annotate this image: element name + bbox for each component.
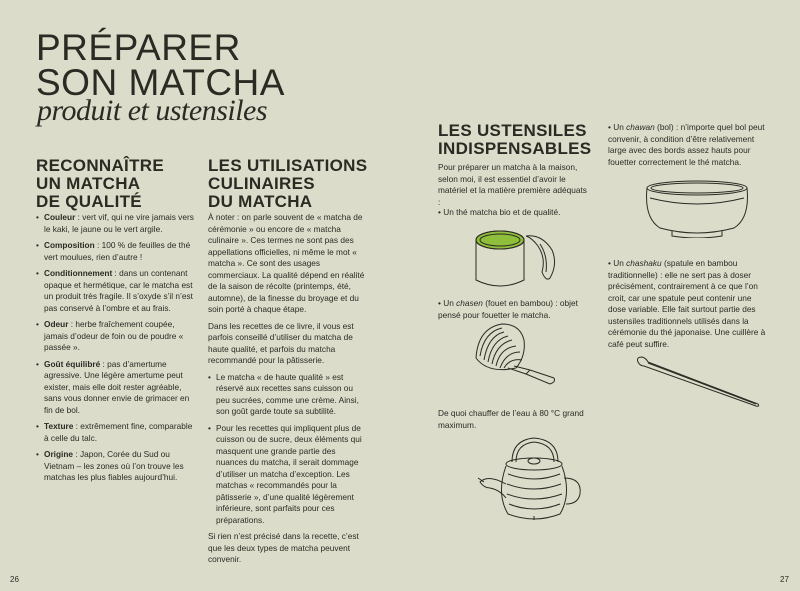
quality-list <box>36 212 196 489</box>
culinary-paragraph-1: À noter : on parle souvent de « matcha de cérémonie » ou encore de « matcha culinaire ». Ces termes ne sont pas des appellations officielles, ni même le mot « matcha ». Ce sont des usages commerciaux. La qualité dépend en réalité de la saison de récolte (printemps, été, automne), de la finesse du broyage et du soin porté à chaque étape. <box>208 212 365 314</box>
chawan-bowl-icon <box>642 178 752 238</box>
page-title <box>36 27 285 103</box>
culinary-paragraph-2: Dans les recettes de ce livre, il vous est parfois conseillé d’utiliser du matcha de haute qualité, et parfois du matcha recommandé pour la pâtisserie. <box>208 320 354 365</box>
title-line-2: SON MATCHA <box>36 62 285 103</box>
chashaku-spoon-icon <box>634 354 764 410</box>
page-number-right: 27 <box>780 575 789 584</box>
section-heading-quality: RECONNAÎTRE UN MATCHA DE QUALITÉ <box>36 156 164 211</box>
utensils-intro: Pour préparer un matcha à la maison, selon moi, il est essentiel d’avoir le matériel et la matière première adéquats : <box>438 162 587 207</box>
list-item: • Conditionnement : dans un contenant opaque et hermétique, car le matcha est un produit très fragile. Il s’oxyde s’il n’est pas conservé à l’ombre et au frais. <box>36 268 196 314</box>
section-heading-culinary: LES UTILISATIONS CULINAIRES DU MATCHA <box>208 156 368 211</box>
list-item: • Composition : 100 % de feuilles de thé vert moulues, rien d’autre ! <box>36 240 196 263</box>
culinary-list <box>208 372 368 527</box>
list-item: • Texture : extrêmement fine, comparable à celle du talc. <box>36 421 196 444</box>
culinary-paragraph-3: Si rien n’est précisé dans la recette, c’est que les deux types de matcha peuvent convenir. <box>208 531 359 564</box>
matcha-tin-icon <box>470 222 562 294</box>
list-item: • Odeur : herbe fraîchement coupée, jamais d’odeur de foin ou de poudre « passée ». <box>36 319 196 354</box>
utensil-chasen: • Un chasen (fouet en bambou) : objet pensé pour fouetter le matcha. <box>438 298 578 320</box>
list-item: • Le matcha « de haute qualité » est réservé aux recettes sans cuisson ou peu sucrées, comme une crème. Ainsi, son goût garde toute sa subtilité. <box>208 372 368 418</box>
utensil-chawan: • Un chawan (bol) : n’importe quel bol peut convenir, à condition d’être relativement large avec des bords assez hauts pour fouetter correctement le thé matcha. <box>608 122 765 167</box>
list-item: • Pour les recettes qui impliquent plus de cuisson ou de sucre, deux éléments qui masquent une grande partie des nuances du matcha, il serait dommage d’utiliser un matcha d’exception. Les matchas « recommandés pour la pâtisserie », d’une qualité légèrement inférieure, sont parfaits pour ces préparations. <box>208 423 368 527</box>
teapot-icon <box>474 434 592 524</box>
list-item: • Couleur : vert vif, qui ne vire jamais vers le kaki, le jaune ou le vert argile. <box>36 212 196 235</box>
list-item: • Goût équilibré : pas d’amertume agressive. Une légère amertume peut exister, mais elle doit rester agréable, sans vous donner envie de grimacer en fin de bol. <box>36 359 196 417</box>
section-heading-utensils: LES USTENSILES INDISPENSABLES <box>438 121 592 158</box>
page-subtitle: produit et ustensiles <box>37 94 268 127</box>
chasen-whisk-icon <box>468 318 558 394</box>
utensil-chashaku: • Un chashaku (spatule en bambou traditionnelle) : elle ne sert pas à doser précisément, contrairement à ce que l’on croit, car une spatule peut contenir une dose variable. Elle fait surtout partie des ustensiles traditionnels utilisés dans la cérémonie du thé japonaise. Une cuillère à café peut suffire. <box>608 258 766 349</box>
page-number-left: 26 <box>10 575 19 584</box>
list-item: • Origine : Japon, Corée du Sud ou Vietnam – les zones où l’on trouve les matchas les plus fiables aujourd’hui. <box>36 449 196 484</box>
culinary-text <box>208 212 368 566</box>
utensil-water: De quoi chauffer de l’eau à 80 °C grand maximum. <box>438 408 584 430</box>
title-line-1: PRÉPARER <box>36 27 241 68</box>
utensil-matcha: • Un thé matcha bio et de qualité. <box>438 207 561 217</box>
